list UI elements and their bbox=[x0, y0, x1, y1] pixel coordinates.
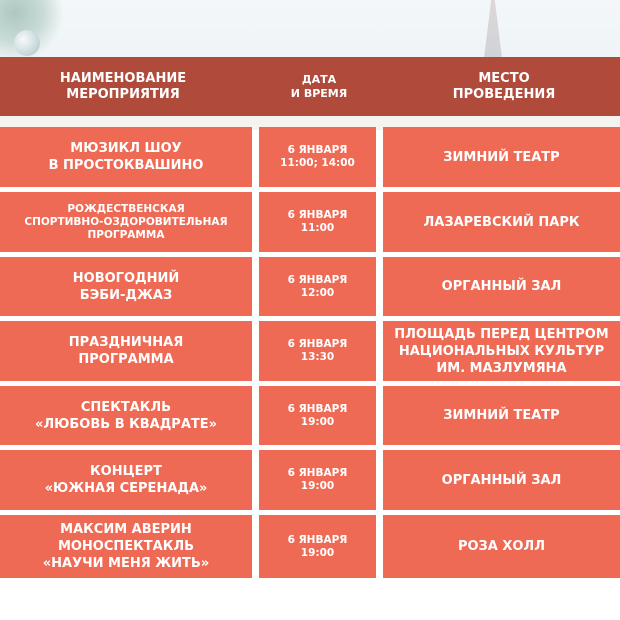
header-date-time: ДАТА И ВРЕМЯ bbox=[290, 72, 348, 100]
date-time-cell: 6 ЯНВАРЯ 19:00 bbox=[259, 386, 376, 445]
date-time-cell: 6 ЯНВАРЯ 12:00 bbox=[259, 257, 376, 316]
table-row bbox=[0, 450, 620, 510]
table-row bbox=[0, 386, 620, 445]
venue-cell: ЗИМНИЙ ТЕАТР bbox=[383, 386, 620, 445]
venue-cell: РОЗА ХОЛЛ bbox=[383, 515, 620, 578]
venue-cell: ОРГАННЫЙ ЗАЛ bbox=[383, 450, 620, 510]
event-name-cell: СПЕКТАКЛЬ «ЛЮБОВЬ В КВАДРАТЕ» bbox=[0, 386, 252, 445]
header-event-name: НАИМЕНОВАНИЕ МЕРОПРИЯТИЯ bbox=[59, 70, 187, 102]
date-time-cell: 6 ЯНВАРЯ 11:00; 14:00 bbox=[259, 127, 376, 187]
event-name-cell: КОНЦЕРТ «ЮЖНАЯ СЕРЕНАДА» bbox=[0, 450, 252, 510]
table-row bbox=[0, 127, 620, 187]
venue-cell: ОРГАННЫЙ ЗАЛ bbox=[383, 257, 620, 316]
table-row bbox=[0, 515, 620, 578]
venue-cell: ЗИМНИЙ ТЕАТР bbox=[383, 127, 620, 187]
date-time-cell: 6 ЯНВАРЯ 11:00 bbox=[259, 192, 376, 252]
event-name-cell: ПРАЗДНИЧНАЯ ПРОГРАММА bbox=[0, 321, 252, 381]
table-header bbox=[0, 57, 620, 116]
event-name-cell: МАКСИМ АВЕРИН МОНОСПЕКТАКЛЬ «НАУЧИ МЕНЯ ЖИТЬ» bbox=[0, 515, 252, 578]
table-row bbox=[0, 321, 620, 381]
table-row bbox=[0, 257, 620, 316]
table-row bbox=[0, 192, 620, 252]
event-name-cell: РОЖДЕСТВЕНСКАЯ СПОРТИВНО-ОЗДОРОВИТЕЛЬНАЯ ПРОГРАММА bbox=[0, 192, 252, 252]
date-time-cell: 6 ЯНВАРЯ 13:30 bbox=[259, 321, 376, 381]
date-time-cell: 6 ЯНВАРЯ 19:00 bbox=[259, 515, 376, 578]
header-venue: МЕСТО ПРОВЕДЕНИЯ bbox=[452, 70, 556, 102]
venue-cell: ПЛОЩАДЬ ПЕРЕД ЦЕНТРОМ НАЦИОНАЛЬНЫХ КУЛЬТУР ИМ. МАЗЛУМЯНА bbox=[383, 321, 620, 381]
date-time-cell: 6 ЯНВАРЯ 19:00 bbox=[259, 450, 376, 510]
christmas-ornament-decoration bbox=[14, 30, 40, 56]
event-name-cell: НОВОГОДНИЙ БЭБИ-ДЖАЗ bbox=[0, 257, 252, 316]
venue-cell: ЛАЗАРЕВСКИЙ ПАРК bbox=[383, 192, 620, 252]
event-name-cell: МЮЗИКЛ ШОУ В ПРОСТОКВАШИНО bbox=[0, 127, 252, 187]
